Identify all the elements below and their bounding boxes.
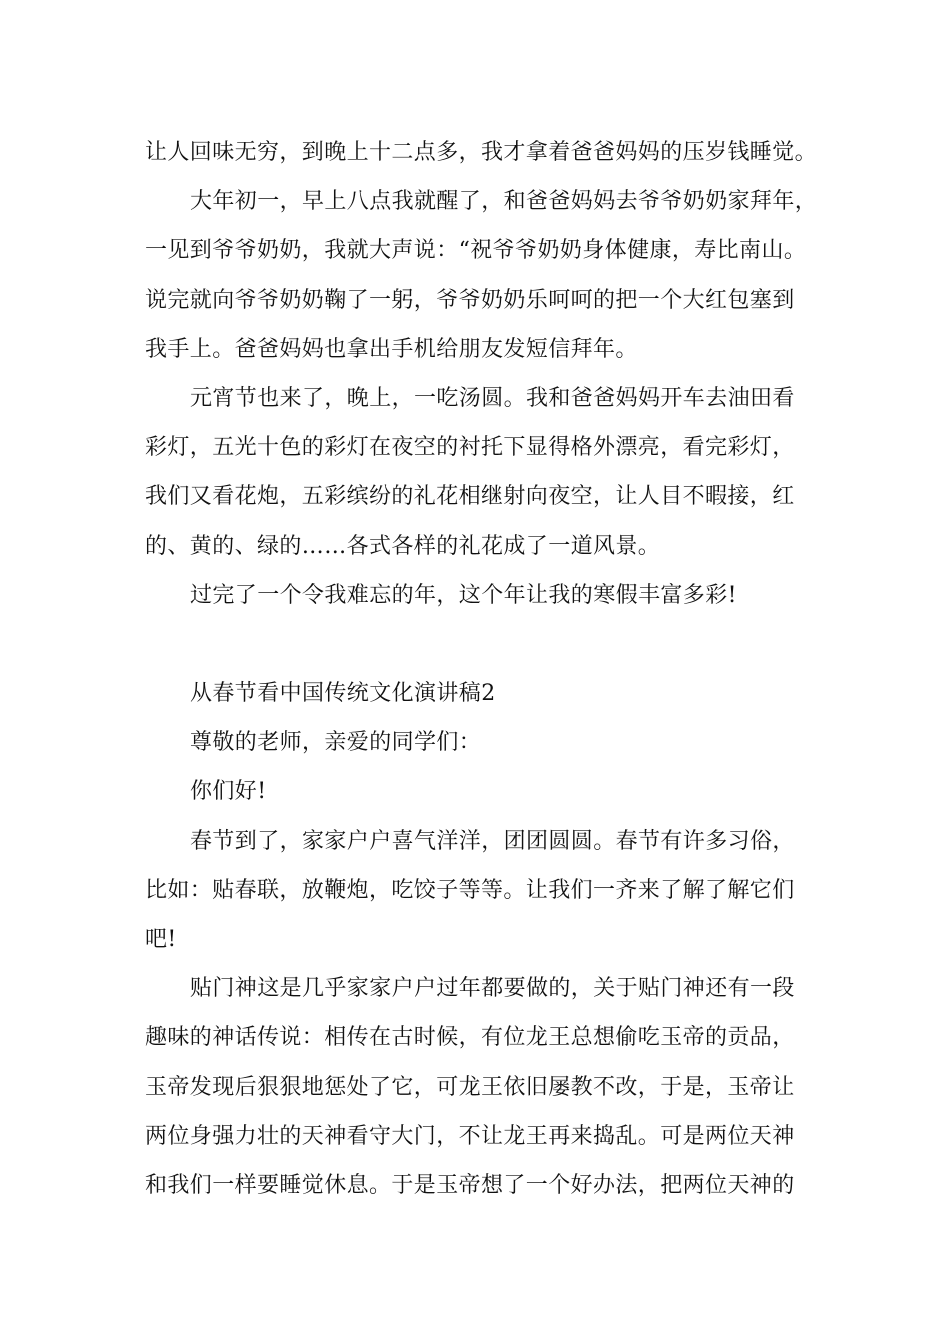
- text-line-5: 我手上。爸爸妈妈也拿出手机给朋友发短信拜年。: [145, 336, 638, 362]
- text-line-17: 吧!: [145, 927, 177, 952]
- greeting: 你们好!: [190, 779, 267, 805]
- text-line-3: 一见到爷爷奶奶，我就大声说：“祝爷爷奶奶身体健康，寿比南山。: [145, 238, 807, 264]
- text-line-22: 和我们一样要睡觉休息。于是玉帝想了一个好办法，把两位天神的: [145, 1172, 795, 1198]
- section-title: 从春节看中国传统文化演讲稿2: [190, 681, 496, 707]
- text-line-10: 过完了一个令我难忘的年，这个年让我的寒假丰富多彩!: [190, 582, 737, 608]
- text-line-20: 玉帝发现后狠狠地惩处了它，可龙王依旧屡教不改，于是，玉帝让: [145, 1074, 795, 1100]
- document-body: [145, 128, 817, 1210]
- text-line-16: 比如：贴春联，放鞭炮，吃饺子等等。让我们一齐来了解了解它们: [145, 877, 795, 903]
- salutation: 尊敬的老师，亲爱的同学们：: [190, 730, 482, 756]
- text-line-6: 元宵节也来了，晚上，一吃汤圆。我和爸爸妈妈开车去油田看: [190, 385, 795, 411]
- text-line-8: 我们又看花炮，五彩缤纷的礼花相继射向夜空，让人目不暇接，红: [145, 484, 795, 510]
- blank-line: [145, 620, 817, 669]
- text-line-15: 春节到了，家家户户喜气洋洋，团团圆圆。春节有许多习俗，: [190, 828, 795, 854]
- text-line-21: 两位身强力壮的天神看守大门，不让龙王再来捣乱。可是两位天神: [145, 1123, 795, 1149]
- text-line-2: 大年初一，早上八点我就醒了，和爸爸妈妈去爷爷奶奶家拜年，: [190, 189, 818, 215]
- text-line-7: 彩灯，五光十色的彩灯在夜空的衬托下显得格外漂亮，看完彩灯，: [145, 435, 795, 461]
- text-line-18: 贴门神这是几乎家家户户过年都要做的，关于贴门神还有一段: [190, 976, 795, 1002]
- text-line-19: 趣味的神话传说：相传在古时候，有位龙王总想偷吃玉帝的贡品，: [145, 1025, 795, 1051]
- text-line-4: 说完就向爷爷奶奶鞠了一躬，爷爷奶奶乐呵呵的把一个大红包塞到: [145, 287, 795, 313]
- text-line-1: 让人回味无穷，到晚上十二点多，我才拿着爸爸妈妈的压岁钱睡觉。: [145, 140, 818, 165]
- text-line-9: 的、黄的、绿的……各式各样的礼花成了一道风景。: [145, 533, 661, 559]
